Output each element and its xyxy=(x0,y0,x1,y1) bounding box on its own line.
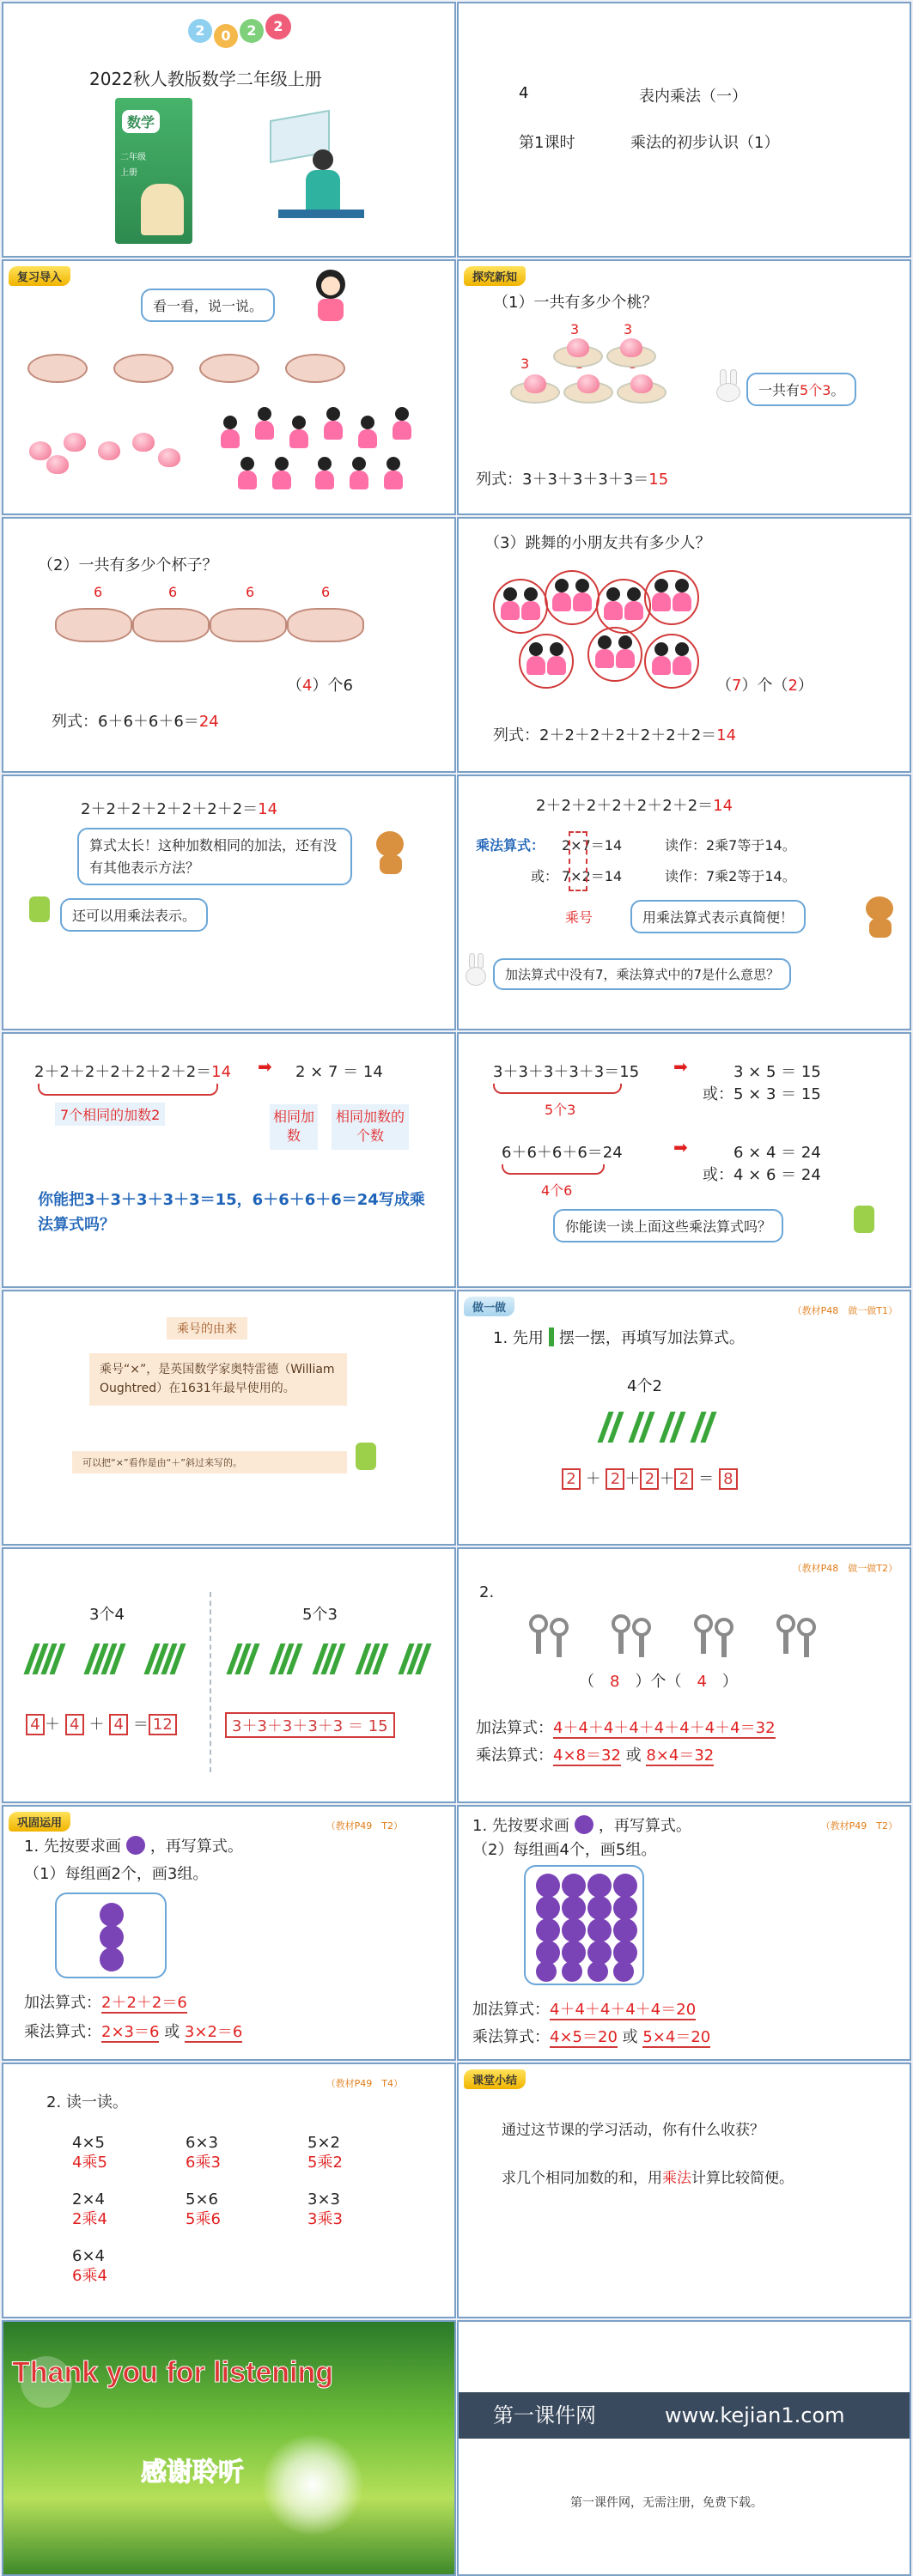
section-tag: 课堂小结 xyxy=(464,2069,526,2089)
book-volume: 上册 xyxy=(120,168,137,178)
answer-text: 2＋2＋2＝6 xyxy=(101,1994,187,2012)
question xyxy=(472,1814,691,1836)
question-text: ，再写算式。 xyxy=(598,1817,691,1835)
cup-plate xyxy=(287,608,364,642)
count-answer xyxy=(579,1669,738,1692)
slide-peaches xyxy=(457,259,911,515)
section-tag: 复习导入 xyxy=(9,266,70,286)
peach-plates-illustration xyxy=(510,338,682,424)
lesson-number: 第1课时 xyxy=(519,134,575,152)
count-text: （ xyxy=(716,677,732,695)
count-text: （ xyxy=(579,1673,594,1691)
expression: 6×3 xyxy=(186,2134,218,2152)
cup-plate xyxy=(210,608,287,642)
reading-answer: 2乘4 xyxy=(72,2210,107,2229)
answer-box[interactable]: 4 xyxy=(26,1714,45,1735)
slide-cups xyxy=(2,517,456,773)
answer-box[interactable]: 3＋3＋3＋3＋3 ＝ 15 xyxy=(225,1712,395,1738)
textbook-ref: （教材P48 做一做T1） xyxy=(792,1305,898,1316)
summary-keyword: 乘法 xyxy=(662,2170,691,2187)
multiplication-row xyxy=(472,2025,710,2047)
row-label: 乘法算式： xyxy=(476,1747,553,1765)
circle-icon xyxy=(126,1836,145,1855)
summary-answer xyxy=(502,2166,794,2187)
book-figure-illustration xyxy=(141,184,184,235)
count-label: 3 xyxy=(520,355,530,372)
answer-text: 4×8＝32 xyxy=(553,1747,621,1765)
addition-equation xyxy=(81,797,277,819)
question: （2）一共有多少个杯子？ xyxy=(38,556,218,574)
dancer-pairs-illustration xyxy=(493,562,699,699)
brace-label: 5个3 xyxy=(545,1102,576,1118)
cup-plate xyxy=(27,354,88,383)
read-item xyxy=(72,2246,107,2287)
brand-url[interactable]: www.kejian1.com xyxy=(665,2403,845,2427)
equation-text: 2＋2＋2＋2＋2＋2＋2＝ xyxy=(536,797,714,815)
multiplication-equation: 7×2＝14 xyxy=(562,868,623,884)
bear-illustration xyxy=(373,831,407,874)
sub-question: （2）每组画4个，画5组。 xyxy=(472,1841,657,1859)
summary-text: 计算比较简便。 xyxy=(691,2170,794,2187)
slide-application-2 xyxy=(457,1805,911,2061)
teacher-illustration xyxy=(261,106,364,235)
fill-equation: 2 ＋ 2 ＋ 2 ＋ 2 ＝ 8 xyxy=(562,1467,738,1490)
speech-bubble: 用乘法算式表示真简便！ xyxy=(630,900,806,933)
textbook-ref: （教材P49 T4） xyxy=(326,2078,403,2089)
divider xyxy=(210,1592,211,1772)
arrow-icon: ➡ xyxy=(673,1137,688,1157)
drawing-box[interactable] xyxy=(55,1893,167,1978)
badge-digit: 2 xyxy=(265,14,291,39)
slide-read-aloud xyxy=(2,2063,456,2318)
stick-icon xyxy=(549,1327,554,1346)
reading-answer: 5乘2 xyxy=(307,2154,343,2172)
brace-label: 7个相同的加数2 xyxy=(55,1103,165,1126)
read-item xyxy=(72,2133,107,2173)
arrow-icon: ➡ xyxy=(673,1056,688,1077)
rabbit-illustration xyxy=(466,953,488,987)
slide-thanks xyxy=(2,2320,456,2576)
cup-plate xyxy=(285,354,345,383)
bubble-text: 。 xyxy=(831,382,845,398)
brand-banner xyxy=(459,2392,910,2439)
answer-text: 5×4＝20 xyxy=(642,2028,711,2046)
count-value: 4 xyxy=(302,677,313,695)
row-label: 加法算式： xyxy=(476,1719,553,1737)
addition-equation: 6＋6＋6＋6＝24 xyxy=(502,1144,623,1162)
textbook-ref: （教材P49 T2） xyxy=(326,1820,403,1832)
slide-long-addition xyxy=(2,775,456,1030)
formula xyxy=(493,723,736,745)
bubble-answer: 5个3 xyxy=(800,382,831,398)
count-label: 3 xyxy=(570,321,580,337)
reading-answer: 3乘3 xyxy=(307,2210,343,2229)
read-item xyxy=(186,2190,221,2230)
section-tag: 巩固运用 xyxy=(9,1812,70,1832)
label: 或： xyxy=(531,868,559,884)
question: 2. 读一读。 xyxy=(46,2093,128,2111)
dancing-kids-illustration xyxy=(218,407,433,501)
slide-practice-1b xyxy=(2,1547,456,1803)
addition-row xyxy=(472,1997,696,2020)
multiplication-row xyxy=(24,2020,242,2042)
slide-lesson-title xyxy=(457,2,911,258)
slide-dancers xyxy=(457,517,911,773)
slide-history xyxy=(2,1290,456,1546)
addition-row xyxy=(476,1716,776,1738)
sticks-illustration xyxy=(21,1643,201,1678)
factor-label: 相同加数 xyxy=(270,1104,318,1150)
answer-text: 4＋4＋4＋4＋4＝20 xyxy=(550,2001,697,2019)
slide-cover xyxy=(2,2,456,258)
section-tag: 做一做 xyxy=(464,1297,514,1316)
label: 乘法算式： xyxy=(476,837,545,854)
unit-number: 4 xyxy=(519,84,529,102)
brace-label: 4个6 xyxy=(541,1182,573,1199)
formula xyxy=(52,709,219,732)
speech-bubble: 你能读一读上面这些乘法算式吗？ xyxy=(553,1209,783,1242)
answer-text: 8×4＝32 xyxy=(646,1747,715,1765)
answer-box[interactable]: 4 xyxy=(65,1714,84,1735)
question xyxy=(24,1834,243,1856)
group-label: 3个4 xyxy=(89,1606,125,1624)
expression: 5×6 xyxy=(186,2190,218,2208)
answer-box[interactable]: 2 xyxy=(562,1468,581,1490)
count-value: 8 xyxy=(610,1673,620,1691)
count-label: 6 xyxy=(246,584,255,600)
formula-text: 列式：3＋3＋3＋3＋3＝ xyxy=(476,471,649,489)
question xyxy=(493,1326,745,1348)
bear-illustration xyxy=(862,896,897,938)
or-label: 或 xyxy=(625,1747,642,1765)
book-grade: 二年级 xyxy=(120,153,146,162)
read-item xyxy=(307,2190,343,2230)
read-item xyxy=(307,2133,343,2173)
section-tag: 探究新知 xyxy=(464,266,526,286)
read-item xyxy=(72,2190,107,2230)
brace xyxy=(38,1084,218,1096)
equation-answer: 14 xyxy=(713,797,733,815)
question-text: 摆一摆，再填写加法算式。 xyxy=(558,1329,745,1347)
expression: 4×5 xyxy=(72,2134,105,2152)
history-text: 乘号“×”，是英国数学家奥特雷德（William Oughtred）在1631年最早使用的。 xyxy=(89,1353,347,1406)
summary-text: 求几个相同加数的和，用 xyxy=(502,2170,662,2187)
multiplication-equation: 2×7＝14 xyxy=(562,837,623,854)
count-text: ） xyxy=(797,677,813,695)
answer-box[interactable]: 2 xyxy=(674,1468,693,1490)
bubble-text: 一共有 xyxy=(758,382,800,398)
count-label: 6 xyxy=(168,584,178,600)
brand-footer: 第一课件网，无需注册，免费下载。 xyxy=(570,2496,763,2510)
slide-summary xyxy=(457,2063,911,2318)
speech-bubble: 看一看，说一说。 xyxy=(141,289,275,322)
summary-question: 通过这节课的学习活动，你有什么收获？ xyxy=(502,2122,764,2139)
count-text: ） xyxy=(721,1673,738,1691)
reading-answer: 6乘3 xyxy=(186,2154,221,2172)
dandelion-illustration xyxy=(261,2433,364,2537)
slide-application-1 xyxy=(2,1805,456,2061)
reading: 读作：2乘7等于14。 xyxy=(665,837,796,854)
book-label: 数学 xyxy=(122,110,160,133)
sub-question: （1）每组画2个，画3组。 xyxy=(24,1865,209,1883)
formula-answer: 24 xyxy=(198,713,219,731)
count-value: 4 xyxy=(697,1673,707,1691)
slide-multiplication-meaning xyxy=(2,1032,456,1288)
addition-equation: 3＋3＋3＋3＋3＝15 xyxy=(493,1063,640,1081)
badge-digit: 0 xyxy=(214,24,238,48)
answer-text: 4＋4＋4＋4＋4＋4＋4＋4＝32 xyxy=(553,1719,776,1737)
equation-answer: 14 xyxy=(258,800,278,818)
question-text: 1. 先按要求画 xyxy=(472,1817,569,1835)
addition-equation xyxy=(34,1060,231,1082)
formula-answer: 15 xyxy=(648,471,669,489)
unit-title: 表内乘法（一） xyxy=(639,88,747,106)
drawing-box[interactable] xyxy=(524,1865,644,1985)
brace xyxy=(502,1164,605,1175)
count-label: 3 xyxy=(624,321,633,337)
count-text: ）个（ xyxy=(741,677,788,695)
reading-answer: 4乘5 xyxy=(72,2154,107,2172)
answer-box[interactable]: 4 xyxy=(109,1714,128,1735)
answer-box[interactable]: 2 xyxy=(640,1468,659,1490)
cup-plate xyxy=(132,608,210,642)
brace xyxy=(493,1084,622,1094)
badge-digit: 2 xyxy=(188,19,212,43)
count-text: ）个6 xyxy=(312,677,353,695)
or-label: 或 xyxy=(164,2023,180,2041)
equation-answer: 14 xyxy=(211,1063,232,1081)
leaf-character-illustration xyxy=(29,896,50,922)
factor-label: 相同加数的个数 xyxy=(332,1104,409,1150)
question: （1）一共有多少个桃？ xyxy=(493,294,658,312)
thanks-english: Thank you for listening xyxy=(12,2356,334,2389)
answer-box[interactable]: 8 xyxy=(719,1468,738,1490)
multiplication-equation: 2 × 7 ＝ 14 xyxy=(295,1063,383,1081)
answer-text: 3×2＝6 xyxy=(184,2023,243,2041)
multiplication-equation: 3 × 5 ＝ 15 xyxy=(733,1063,821,1081)
textbook-image xyxy=(115,98,192,244)
leaf-character-illustration xyxy=(854,1206,874,1233)
count-answer xyxy=(287,673,353,696)
read-item xyxy=(186,2133,221,2173)
lesson-title: 乘法的初步认识（1） xyxy=(630,134,780,152)
badge-digit: 2 xyxy=(240,19,264,43)
slide-rewrite-examples xyxy=(457,1032,911,1288)
expression: 5×2 xyxy=(307,2134,340,2152)
count-answer xyxy=(716,673,813,696)
question-text: ，再写算式。 xyxy=(149,1838,243,1856)
textbook-ref: （教材P48 做一做T2） xyxy=(792,1563,898,1574)
sign-label: 乘号 xyxy=(565,909,593,926)
textbook-ref: （教材P49 T2） xyxy=(820,1820,898,1832)
multiplication-equation: 或：5 × 3 ＝ 15 xyxy=(703,1085,821,1103)
leaf-character-illustration xyxy=(356,1443,376,1470)
sticks-illustration xyxy=(596,1412,725,1446)
girl-illustration xyxy=(311,270,350,321)
or-label: 或 xyxy=(622,2028,638,2046)
row-label: 乘法算式： xyxy=(24,2023,101,2041)
speech-bubble: 还可以用乘法表示。 xyxy=(60,898,208,932)
expression: 2×4 xyxy=(72,2190,105,2208)
question: （3）跳舞的小朋友共有多少人？ xyxy=(484,534,711,552)
sign-highlight xyxy=(569,831,587,891)
fill-equation: 4 ＋ 4 ＋ 4 ＝ 12 xyxy=(26,1712,177,1735)
expression: 6×4 xyxy=(72,2247,105,2265)
cover-title: 2022秋人教版数学二年级上册 xyxy=(89,69,322,89)
question-text: 1. 先按要求画 xyxy=(24,1838,121,1856)
count-label: 6 xyxy=(321,584,331,600)
count-text: ）个（ xyxy=(635,1673,682,1691)
circle-icon xyxy=(575,1815,593,1834)
formula xyxy=(476,467,668,489)
speech-bubble: 算式太长！这种加数相同的加法，还有没有其他表示方法？ xyxy=(77,828,352,885)
equation-text: 2＋2＋2＋2＋2＋2＋2＝ xyxy=(34,1063,212,1081)
slide-brand xyxy=(457,2320,911,2576)
formula-text: 列式：6＋6＋6＋6＝ xyxy=(52,713,199,731)
cup-plate xyxy=(113,354,173,383)
expression: 3×3 xyxy=(307,2190,340,2208)
multiplication-row xyxy=(476,1743,714,1765)
brand-name: 第一课件网 xyxy=(493,2403,596,2427)
formula-answer: 14 xyxy=(716,726,737,744)
row-label: 加法算式： xyxy=(472,2001,550,2019)
multiplication-equation: 6 × 4 ＝ 24 xyxy=(733,1144,821,1162)
question-text: 1. 先用 xyxy=(493,1329,544,1347)
answer-text: 2×3＝6 xyxy=(101,2023,160,2041)
equation-text: 2＋2＋2＋2＋2＋2＋2＝ xyxy=(81,800,259,818)
formula-text: 列式：2＋2＋2＋2＋2＋2＋2＝ xyxy=(493,726,717,744)
multiplication-equation: 或：4 × 6 ＝ 24 xyxy=(703,1166,821,1184)
cup-plate xyxy=(199,354,259,383)
peach-plates-illustration xyxy=(21,424,192,476)
thanks-chinese: 感谢聆听 xyxy=(141,2458,244,2488)
speech-bubble xyxy=(746,373,856,406)
speech-bubble: 加法算式中没有7，乘法算式中的7是什么意思？ xyxy=(493,958,791,990)
sticks-illustration xyxy=(227,1643,441,1678)
history-title: 乘号的由来 xyxy=(167,1317,247,1340)
cup-plate xyxy=(55,608,132,642)
addition-equation xyxy=(536,793,733,816)
arrow-icon: ➡ xyxy=(258,1056,272,1077)
group-label: 5个3 xyxy=(302,1606,338,1624)
slide-multiplication-intro xyxy=(457,775,911,1030)
answer-box[interactable]: 2 xyxy=(606,1468,624,1490)
group-label: 4个2 xyxy=(627,1377,662,1395)
question: 你能把3＋3＋3＋3＋3＝15，6＋6＋6＋6＝24写成乘法算式吗？ xyxy=(38,1191,425,1234)
count-value: 2 xyxy=(788,677,798,695)
count-text: （ xyxy=(287,677,302,695)
count-label: 6 xyxy=(94,584,103,600)
keys-illustration xyxy=(527,1614,854,1657)
reading-answer: 5乘6 xyxy=(186,2210,221,2229)
reading-answer: 6乘4 xyxy=(72,2267,107,2286)
addition-row xyxy=(24,1990,187,2013)
history-note: 可以把“×”看作是由“＋”斜过来写的。 xyxy=(72,1451,347,1473)
answer-box[interactable]: 12 xyxy=(149,1714,177,1735)
count-value: 7 xyxy=(732,677,742,695)
question: 2. xyxy=(479,1583,495,1601)
rabbit-illustration xyxy=(716,369,742,404)
row-label: 加法算式： xyxy=(24,1994,101,2012)
reading: 读作：7乘2等于14。 xyxy=(665,868,796,884)
row-label: 乘法算式： xyxy=(472,2028,550,2046)
slide-practice-1 xyxy=(457,1290,911,1546)
slide-review xyxy=(2,259,456,515)
slide-practice-2 xyxy=(457,1547,911,1803)
answer-text: 4×5＝20 xyxy=(550,2028,618,2046)
